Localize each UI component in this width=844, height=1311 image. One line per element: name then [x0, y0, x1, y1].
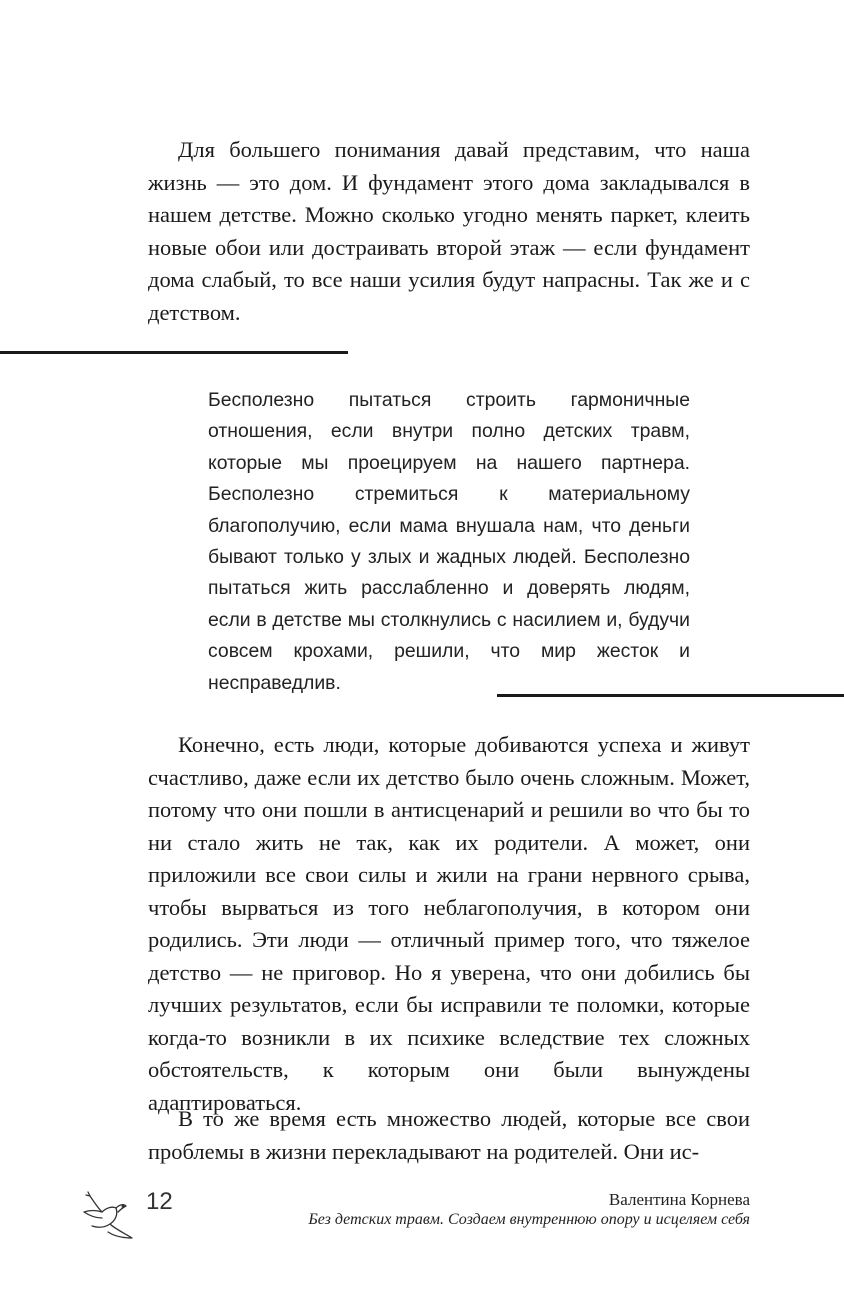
- blame-paragraph: [148, 1103, 750, 1168]
- pull-quote: Бесполезно пытаться строить гармоничные отношения, если внутри полно детских травм, которые мы проецируем на нашего партнера. Бесполезно стремиться к материальному благополучию, если мама внушала нам, что деньги бывают только у злых и жадных людей. Бесполезно пытаться жить расслабленно и доверять людям, если в детстве мы столкнулись с насилием и, будучи совсем крохами, решили, что мир жесток и несправедлив.: [208, 389, 690, 694]
- intro-text: Для большего понимания давай представим, что наша жизнь — это дом. И фундамент этого дома закладывался в нашем детстве. Можно сколько угодно менять паркет, клеить новые обои или достраивать второй этаж — если фундамент дома слабый, то все наши усилия будут напрасны. Так же и с детством.: [148, 137, 750, 325]
- page-number: 12: [146, 1188, 173, 1215]
- footer-book-title: Без детских травм. Создаем внутреннюю опору и исцеляем себя: [308, 1211, 750, 1228]
- quote-bottom-rule: [497, 694, 844, 697]
- success-paragraph: [148, 729, 750, 1119]
- footer-author: Валентина Корнева: [608, 1190, 750, 1209]
- dove-icon: [76, 1188, 136, 1248]
- success-text: Конечно, есть люди, которые добиваются успеха и живут счастливо, даже если их детство было очень сложным. Может, потому что они пошли в антисценарий и решили во что бы то ни стало жить не так, как их родители. А может, они приложили все свои силы и жили на грани нервного срыва, чтобы вырваться из того неблагополучия, в котором они родились. Эти люди — отличный пример того, что тяжелое детство — не приговор. Но я уверена, что они добились бы лучших результатов, если бы исправили те поломки, которые когда-то возникли в их психике вследствие тех сложных обстоятельств, к которым они были вынуждены адаптироваться.: [148, 732, 750, 1115]
- intro-paragraph: [148, 134, 750, 329]
- blame-text: В то же время есть множество людей, которые все свои проблемы в жизни перекладывают на родителей. Они ис-: [148, 1106, 750, 1164]
- quote-top-rule: [0, 351, 348, 354]
